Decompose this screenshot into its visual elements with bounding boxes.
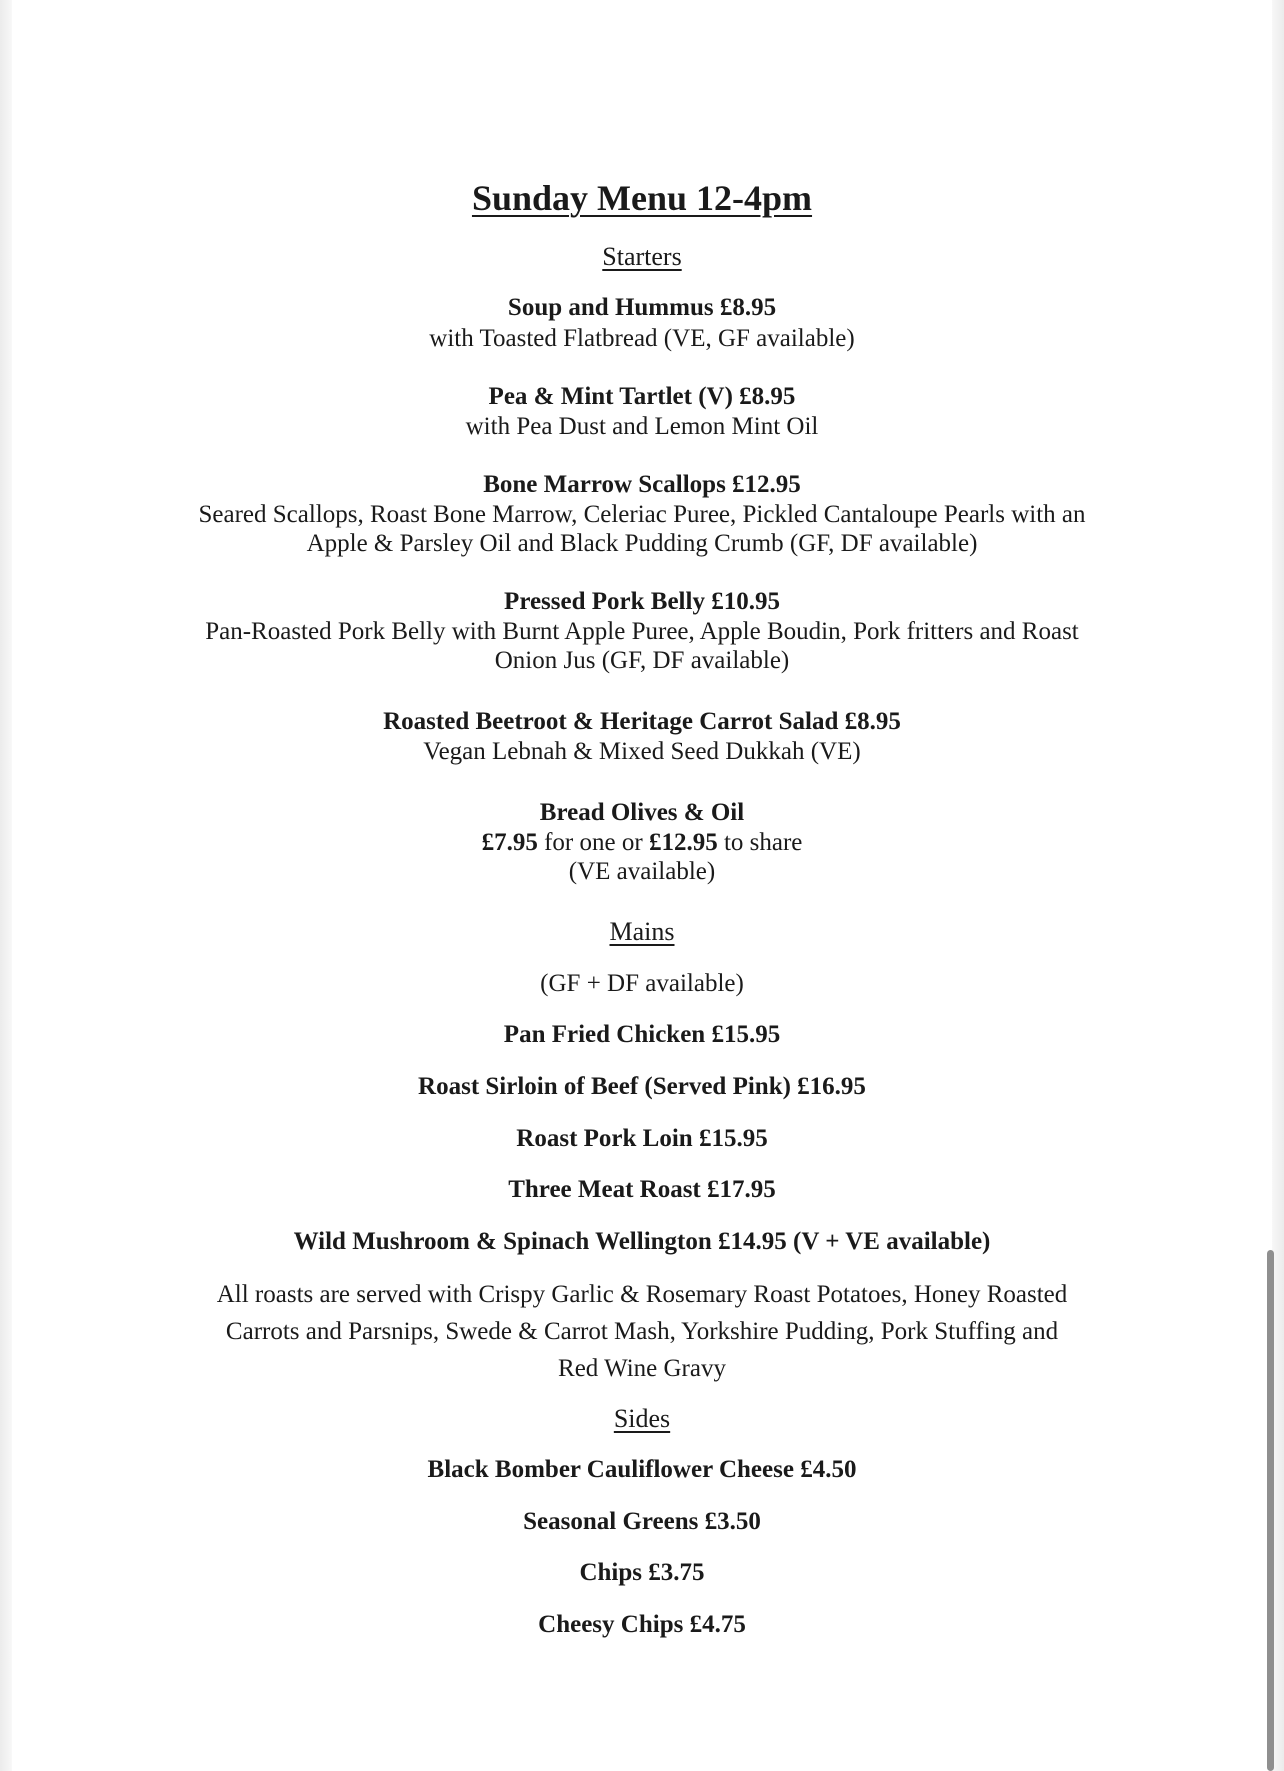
starter-item-name: Bread Olives & Oil [539,799,745,826]
side-item: Seasonal Greens £3.50 [523,1508,761,1535]
bread-price-one: £7.95 [481,829,538,856]
main-item: Wild Mushroom & Spinach Wellington £14.95 (V + VE available) [293,1228,991,1255]
bread-price-share: £12.95 [648,829,718,856]
page-edge-left [0,0,12,1771]
roast-note: Red Wine Gravy [558,1355,726,1382]
main-item: Roast Pork Loin £15.95 [516,1125,768,1152]
starter-item-name: Bone Marrow Scallops £12.95 [483,471,801,498]
main-item: Three Meat Roast £17.95 [508,1176,776,1203]
starter-item-desc: Seared Scallops, Roast Bone Marrow, Celeriac Puree, Pickled Cantaloupe Pearls with an [198,501,1086,528]
side-item: Black Bomber Cauliflower Cheese £4.50 [427,1456,857,1483]
roast-note: Carrots and Parsnips, Swede & Carrot Mash, Yorkshire Pudding, Pork Stuffing and [225,1318,1059,1345]
starter-item-desc: Vegan Lebnah & Mixed Seed Dukkah (VE) [423,738,861,765]
bread-price-line [12,828,1272,857]
starter-item-name: Pea & Mint Tartlet (V) £8.95 [488,383,796,410]
main-item: Pan Fried Chicken £15.95 [503,1021,781,1048]
starter-item-desc: Onion Jus (GF, DF available) [494,647,790,674]
starter-item-desc: with Toasted Flatbread (VE, GF available) [429,325,855,352]
bread-text-one: for one or [537,829,649,856]
starter-item-desc: Pan-Roasted Pork Belly with Burnt Apple Puree, Apple Boudin, Pork fritters and Roast [205,618,1079,645]
side-item: Cheesy Chips £4.75 [538,1611,746,1638]
bread-text-share: to share [717,829,803,856]
mains-heading: Mains [609,917,675,946]
sides-heading: Sides [613,1404,671,1433]
side-item: Chips £3.75 [579,1559,705,1586]
main-item: Roast Sirloin of Beef (Served Pink) £16.95 [418,1073,866,1100]
starters-heading: Starters [602,242,682,271]
starter-item-desc: Apple & Parsley Oil and Black Pudding Crumb (GF, DF available) [306,530,978,557]
menu-page [12,0,1272,1771]
mains-note: (GF + DF available) [540,970,744,997]
menu-title: Sunday Menu 12-4pm [471,178,813,218]
starter-item-note: (VE available) [568,858,716,885]
starter-item-name: Roasted Beetroot & Heritage Carrot Salad £8.95 [383,708,901,735]
starter-item-desc: with Pea Dust and Lemon Mint Oil [465,413,819,440]
roast-note: All roasts are served with Crispy Garlic & Rosemary Roast Potatoes, Honey Roasted [216,1281,1068,1308]
starter-item-name: Pressed Pork Belly £10.95 [504,588,780,615]
starter-item-name: Soup and Hummus £8.95 [507,294,777,321]
